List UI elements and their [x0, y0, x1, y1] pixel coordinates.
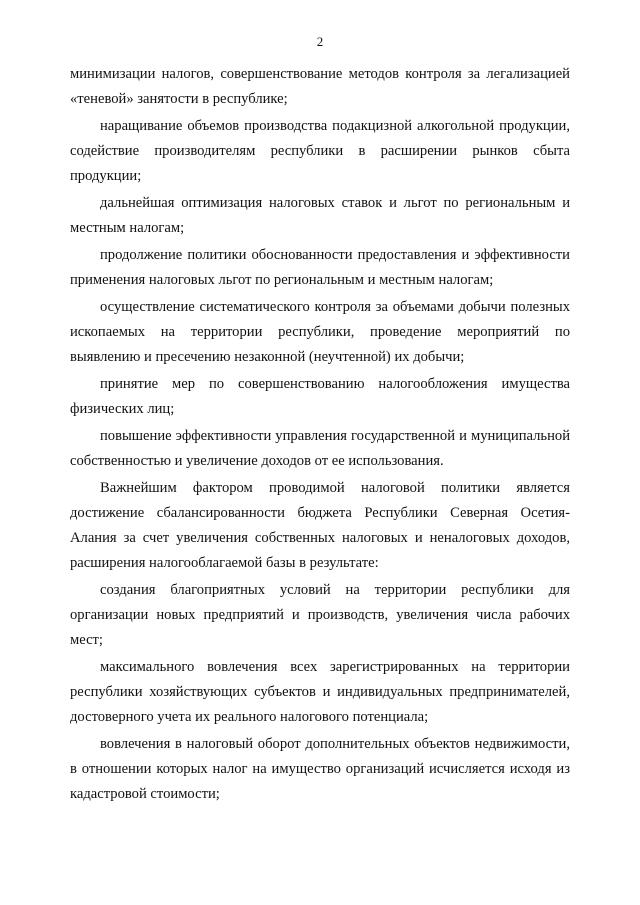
paragraph: продолжение политики обоснованности предоставления и эффективности применения налоговых льгот по региональным и местным налогам; [70, 247, 570, 288]
paragraph: дальнейшая оптимизация налоговых ставок и льгот по региональным и местным налогам; [70, 195, 570, 236]
page-number: 2 [316, 34, 324, 49]
paragraph: максимального вовлечения всех зарегистрированных на территории республики хозяйствующих субъектов и индивидуальных предпринимателей, достоверного учета их реального налогового потенциала; [70, 659, 570, 725]
paragraph: вовлечения в налоговый оборот дополнительных объектов недвижимости, в отношении которых налог на имущество организаций исчисляется исходя из кадастровой стоимости; [70, 736, 570, 802]
paragraph: осуществление систематического контроля за объемами добычи полезных ископаемых на территории республики, проведение мероприятий по выявлению и пресечению незаконной (неучтенной) их добычи; [70, 299, 570, 365]
paragraph: повышение эффективности управления государственной и муниципальной собственностью и увеличение доходов от ее использования. [70, 428, 570, 469]
paragraph: Важнейшим фактором проводимой налоговой политики является достижение сбалансированности бюджета Республики Северная Осетия-Алания за счет увеличения собственных налоговых и неналоговых доходов, расширения налогооблагаемой базы в результате: [70, 480, 570, 571]
paragraph: наращивание объемов производства подакцизной алкогольной продукции, содействие производителям республики в расширении рынков сбыта продукции; [70, 118, 570, 184]
paragraph: минимизации налогов, совершенствование методов контроля за легализацией «теневой» занятости в республике; [70, 66, 570, 107]
paragraph: создания благоприятных условий на территории республики для организации новых предприятий и производств, увеличения числа рабочих мест; [70, 582, 570, 648]
paragraph: принятие мер по совершенствованию налогообложения имущества физических лиц; [70, 376, 570, 417]
document-body [70, 62, 570, 809]
